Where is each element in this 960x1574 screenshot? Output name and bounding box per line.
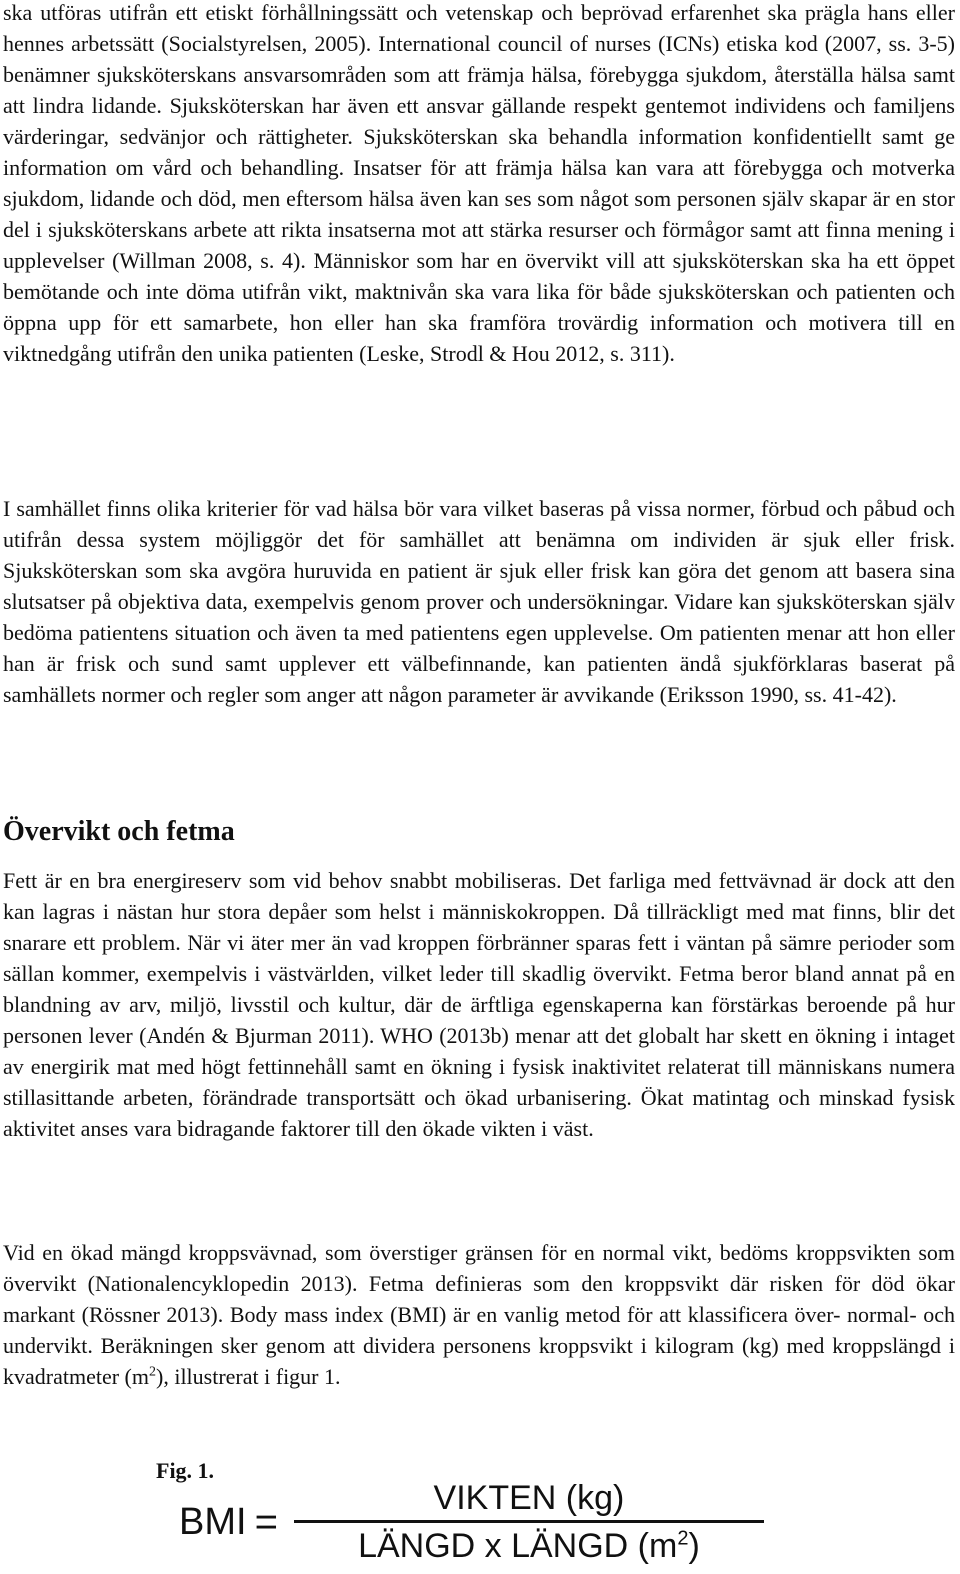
section-heading: Övervikt och fetma	[3, 816, 235, 847]
bmi-formula-figure	[179, 1478, 764, 1566]
formula-equals: =	[254, 1500, 278, 1544]
paragraph-fat-reserve: Fett är en bra energireserv som vid behov snabbt mobiliseras. Det farliga med fettvävnad är dock att den kan lagras i nästan hur stora depåer som helst i människokroppen. Då tillräckligt med mat finns, blir det snarare ett problem. När vi äter mer än vad kroppen förbränner sparas fett i väntan på sämre perioder som sällan kommer, exempelvis i västvärlden, vilket leder till skadlig övervikt. Fetma beror bland annat på en blandning av arv, miljö, livsstil och kultur, där de ärftliga egenskaperna kan förstärkas beroende på hur personen lever (Andén & Bjurman 2011). WHO (2013b) menar att det globalt har skett en ökning i intaget av energirik mat med högt fettinnehåll samt en ökning i fysisk inaktivitet relaterat till människans numera stillasittande arbeten, förändrade transportsätt och ökad urbanisering. Ökat matintag och minskad fysisk aktivitet anses vara bidragande faktorer till den ökade vikten i väst.	[3, 868, 955, 1141]
formula-fraction	[294, 1478, 764, 1566]
formula-numerator: VIKTEN (kg)	[433, 1479, 625, 1517]
paragraph-bmi-text: Vid en ökad mängd kroppsvävnad, som överstiger gränsen för en normal vikt, bedöms kroppsvikten som övervikt (Nationalencyklopedin 2013). Fetma definieras som den kroppsvikt där risken för död ökar markant (Rössner 2013). Body mass index (BMI) är en vanlig metod för att klassificera över- normal- och undervikt. Beräkningen sker genom att dividera personens kroppsvikt i kilogram (kg) med kroppslängd i kvadratmeter (m	[3, 1240, 955, 1389]
fraction-bar	[294, 1520, 764, 1523]
paragraph-health-criteria: I samhället finns olika kriterier för vad hälsa bör vara vilket baseras på vissa normer, förbud och påbud och utifrån dessa system möjliggör det för samhället att benämna om individen är sjuk eller frisk. Sjuksköterskan som ska avgöra huruvida en patient är sjuk eller frisk kan göra det genom att basera sina slutsatser på objektiva data, exempelvis genom prover och undersökningar. Vidare kan sjuksköterskan själv bedöma patientens situation och även ta med patientens egen upplevelse. Om patienten menar att hon eller han är frisk och sund samt upplever ett välbefinnande, kan patienten ändå sjukförklaras baserat på samhällets normer och regler som anger att någon parameter är avvikande (Eriksson 1990, ss. 41-42).	[3, 496, 955, 707]
denominator-superscript: 2	[677, 1527, 689, 1550]
paragraph-bmi-definition	[3, 1237, 955, 1392]
formula-lhs: BMI	[179, 1501, 247, 1543]
denominator-text: LÄNGD x LÄNGD (m	[358, 1527, 678, 1565]
paragraph-bmi-text-end: ), illustrerat i figur 1.	[156, 1364, 341, 1389]
superscript: 2	[149, 1364, 156, 1380]
figure-label: Fig. 1.	[156, 1458, 215, 1483]
paragraph-ethics: ska utföras utifrån ett etiskt förhållningssätt och vetenskap och beprövad erfarenhet ska prägla hans eller hennes arbetssätt (Socialstyrelsen, 2005). International council of nurses (ICNs) etiska kod (2007, ss. 3-5) benämner sjuksköterskans ansvarsområden som att främja hälsa, förebygga sjukdom, återställa hälsa samt att lindra lidande. Sjuksköterskan har även ett ansvar gällande respekt gentemot individens och familjens värderingar, sedvänjor och rättigheter. Sjuksköterskan ska behandla information konfidentiellt samt ge information om vård och behandling. Insatser för att främja hälsa kan vara att förebygga och motverka sjukdom, lidande och död, men eftersom hälsa även kan ses som något som personen själv skapar är en stor del i sjuksköterskans arbete att rikta insatserna mot att stärka resurser och förmågor samt att finna mening i upplevelser (Willman 2008, s. 4). Människor som har en övervikt vill att sjuksköterskan ska ha ett öppet bemötande och inte döma utifrån vikt, maktnivån ska vara lika för både sjuksköterskan och patienten och öppna upp för ett samarbete, hon eller han ska framföra trovärdig information och motivera till en viktnedgång utifrån den unika patienten (Leske, Strodl & Hou 2012, s. 311).	[3, 0, 955, 366]
denominator-close: )	[688, 1527, 700, 1565]
formula-denominator	[358, 1526, 700, 1566]
